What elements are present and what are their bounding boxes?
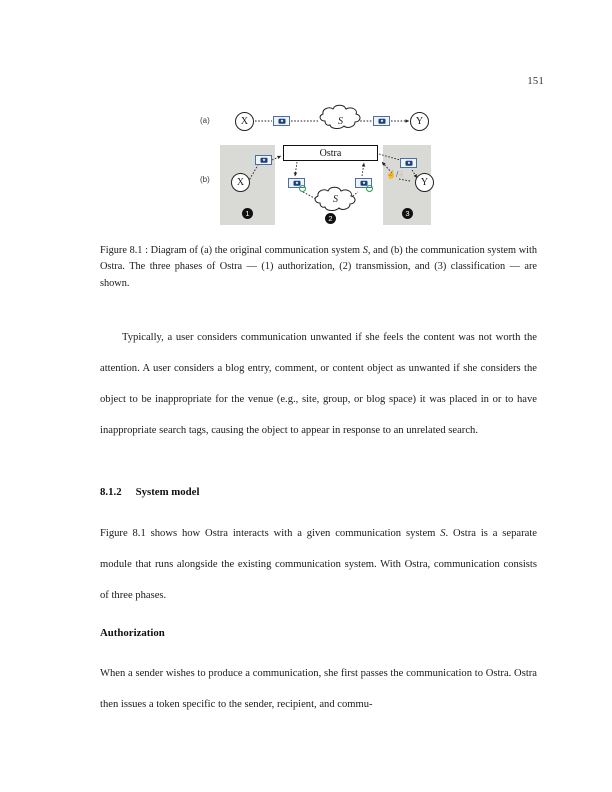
ostra-module-box: Ostra [283,145,378,161]
system-label-b: S [333,193,338,205]
page-number: 151 [527,76,544,87]
node-recipient-a: Y [410,112,429,131]
figure-8-1 [0,100,612,236]
envelope-icon-b-4 [400,158,417,168]
section-heading-system-model [100,486,537,498]
subsection-heading-authorization: Authorization [100,627,165,639]
envelope-icon-b-1 [255,155,272,165]
subfigure-label-a: (a) [200,116,210,125]
caption-text-1: Diagram of (a) the original communication system [147,245,363,256]
section-title: System model [135,486,200,498]
node-sender-b: X [231,173,250,192]
figure-caption [100,243,537,292]
phase-badge-1: 1 [242,208,253,219]
envelope-icon-a-1 [273,116,290,126]
node-recipient-b: Y [415,173,434,192]
caption-text-2: , and (b) the communication system with Ostra. The three phases of Ostra — (1) authorization, (2) transmission, and (3) classification — are shown. [100,245,537,289]
node-sender-a: X [235,112,254,131]
paragraph-authorization: When a sender wishes to produce a communication, she first passes the communication to Ostra. Ostra then issues a token specific to the sender, recipient, and commu- [100,668,537,710]
system-label-a: S [338,115,343,127]
section-number: 8.1.2 [100,486,122,498]
thumb-up-icon: ☝ [386,170,396,179]
subfigure-label-b: (b) [200,175,210,184]
paragraph-2-text-2: . Ostra is a separate module that runs alongside the existing communication system. With Ostra, communication consists of three phases. [100,528,537,601]
token-ring-icon-left [299,185,306,192]
paragraph-2-text-1: Figure 8.1 shows how Ostra interacts with a given communication system [100,528,441,539]
paragraph-typically: Typically, a user considers communication unwanted if she feels the content was not worth the attention. A user considers a blog entry, comment, or content object as unwanted if she considers the object to be inappropriate for the venue (e.g., site, group, or blog space) it was placed in or to have inappropriate search tags, causing the object to appear in response to an unrelated search. [100,332,537,436]
caption-math-s: S [362,245,368,256]
envelope-icon-a-2 [373,116,390,126]
phase-badge-3: 3 [402,208,413,219]
caption-prefix: Figure 8.1 : [100,245,148,256]
paragraph-system-model [100,518,537,611]
figure-vector-layer [0,100,612,236]
phase-badge-2: 2 [325,213,336,224]
paragraph-2-math-s: S [440,528,446,539]
rating-separator: / [395,170,399,179]
classification-rating-group [386,171,403,179]
token-ring-icon-right [366,185,373,192]
thumb-down-icon: ☟ [398,170,404,179]
